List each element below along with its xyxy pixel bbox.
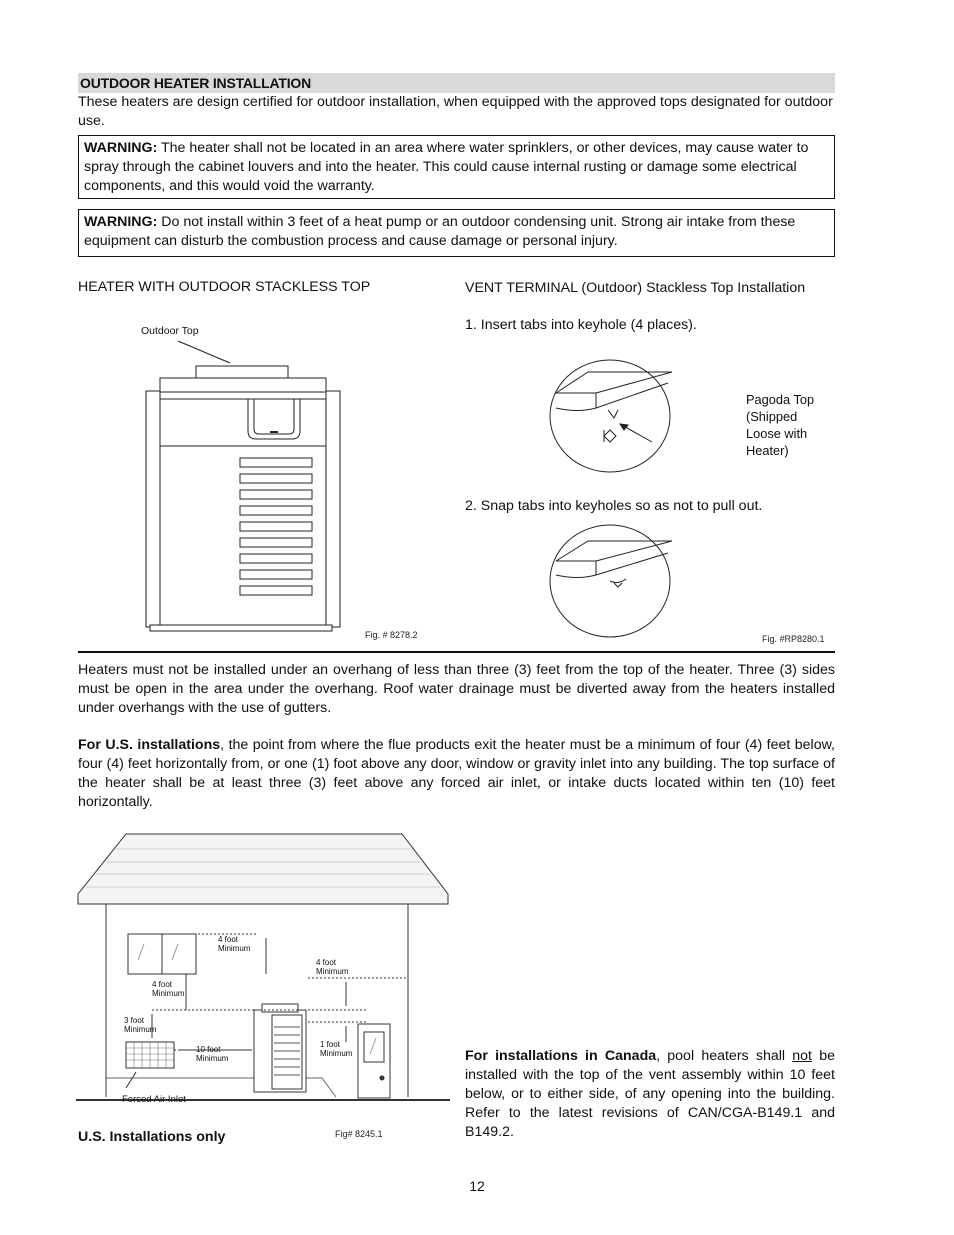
left-figure-heading: HEATER WITH OUTDOOR STACKLESS TOP xyxy=(78,279,371,295)
minimum-text: Minimum xyxy=(124,1025,157,1034)
us-label: For U.S. installations xyxy=(78,737,221,753)
forced-air-inlet-label: Forced Air Inlet xyxy=(122,1094,186,1105)
pagoda-top-callout: Pagoda Top (Shipped Loose with Heater) xyxy=(746,392,815,458)
label-4ft-below xyxy=(152,980,184,998)
page-number: 12 xyxy=(469,1178,485,1194)
warning-text: The heater shall not be located in an area where water sprinklers, or other devices, may cause water to spray through the cabinet louvers and into the heater. This could cause internal rusting or damage some electrical components, and this would void the warranty. xyxy=(84,140,809,194)
keyhole-snap-illustration xyxy=(548,523,674,641)
label-3ft xyxy=(124,1016,156,1034)
us-text: , the point from where the flue products exit the heater must be a minimum of four (4) feet below, four (4) feet horizontally from, or one (1) foot above any door, window or gravity inlet into any building. The top surface of the heater shall be at least three (3) feet above any forced air inlet, or intake ducts located within ten (10) feet horizontally. xyxy=(78,737,835,810)
keyhole-insert-illustration xyxy=(548,358,674,476)
label-4ft-window xyxy=(218,935,250,953)
right-figure-heading: VENT TERMINAL (Outdoor) Stackless Top Installation xyxy=(465,280,806,296)
dimension-text: 4 foot xyxy=(218,935,239,944)
warning-box-sprinklers xyxy=(78,135,835,199)
house-figure-label: Fig# 8245.1 xyxy=(335,1129,383,1139)
house-figure-caption: U.S. Installations only xyxy=(78,1129,226,1145)
minimum-text: Minimum xyxy=(320,1049,353,1058)
warning-label: WARNING: xyxy=(84,140,158,156)
dimension-text: 4 foot xyxy=(316,958,337,967)
section-title-bar xyxy=(78,73,835,93)
warning-text: Do not install within 3 feet of a heat pump or an outdoor condensing unit. Strong air intake from these equipment can disturb the combustion process and cause damage or personal injury. xyxy=(84,214,796,249)
label-1ft xyxy=(320,1040,352,1058)
label-4ft-door xyxy=(316,958,348,976)
figure-divider xyxy=(78,651,835,653)
step-2-text: 2. Snap tabs into keyholes so as not to pull out. xyxy=(465,498,763,514)
left-figure-label: Fig. # 8278.2 xyxy=(365,630,418,640)
heater-illustration xyxy=(140,335,350,635)
warning-box-heat-pump xyxy=(78,209,835,257)
overhang-paragraph: Heaters must not be installed under an overhang of less than three (3) feet from the top of the heater. Three (3) sides must be open in the area under the overhang. Roof water drainage must be diverted away from the heaters installed under overhangs with the use of gutters. xyxy=(78,662,835,716)
minimum-text: Minimum xyxy=(316,967,349,976)
house-clearance-illustration xyxy=(76,832,450,1117)
section-title: OUTDOOR HEATER INSTALLATION xyxy=(80,75,312,91)
us-installations-paragraph xyxy=(78,736,835,812)
dimension-text: 3 foot xyxy=(124,1016,145,1025)
outdoor-top-callout: Outdoor Top xyxy=(141,325,199,337)
minimum-text: Minimum xyxy=(196,1054,229,1063)
intro-paragraph: These heaters are design certified for outdoor installation, when equipped with the approved tops designated for outdoor use. xyxy=(78,94,833,129)
warning-label: WARNING: xyxy=(84,214,158,230)
dimension-text: 1 foot xyxy=(320,1040,341,1049)
dimension-text: 4 foot xyxy=(152,980,173,989)
canada-not: not xyxy=(792,1048,812,1064)
canada-text-post: be installed with the top of the vent assembly within 10 feet below, or to either side, of any opening into the building. Refer to the latest revisions of CAN/CGA-B149.1 and B149.2. xyxy=(465,1048,835,1140)
step-1-text: 1. Insert tabs into keyhole (4 places). xyxy=(465,317,697,333)
canada-paragraph xyxy=(465,1047,835,1142)
canada-text-pre: , pool heaters shall xyxy=(656,1048,793,1064)
minimum-text: Minimum xyxy=(152,989,185,998)
label-10ft xyxy=(196,1045,228,1063)
dimension-text: 10 foot xyxy=(196,1045,221,1054)
minimum-text: Minimum xyxy=(218,944,251,953)
canada-label: For installations in Canada xyxy=(465,1048,657,1064)
right-figure-label: Fig. #RP8280.1 xyxy=(762,634,825,644)
